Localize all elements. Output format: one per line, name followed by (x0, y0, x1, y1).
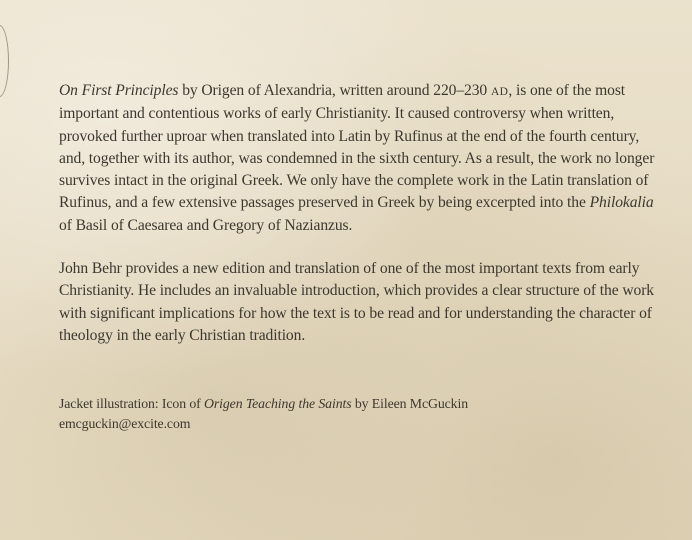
credit-prefix: Jacket illustration: Icon of (59, 396, 204, 412)
credit-email: emcguckin@excite.com (59, 416, 191, 432)
credit-artist: by Eileen McGuckin (351, 396, 469, 412)
description-paragraph-1 (59, 80, 659, 237)
era-abbreviation: AD (490, 86, 509, 98)
paragraph-1-text-c: of Basil of Caesarea and Gregory of Nazianzus. (59, 216, 353, 234)
back-cover-text (59, 80, 659, 434)
artwork-title: Origen Teaching the Saints (204, 396, 352, 412)
paragraph-1-text-a: by Origen of Alexandria, written around 220–230 (178, 82, 491, 99)
jacket-credit (59, 394, 659, 434)
description-paragraph-2: John Behr provides a new edition and translation of one of the most important texts from early Christianity. He includes an invaluable introduction, which provides a clear structure of the work with significant implications for how the text is to be read and for understanding the character of theology in the early Christian tradition. (59, 260, 655, 344)
paragraph-1-text-b: , is one of the most important and contentious works of early Christianity. It caused controversy when written, provoked further uproar when translated into Latin by Rufinus at the end of the fourth century, and, together with its author, was condemned in the sixth century. As a result, the work no longer survives intact in the original Greek. We only have the complete work in the Latin translation of Rufinus, and a few extensive passages preserved in Greek by being excerpted into the (59, 82, 655, 212)
page-edge-crease (0, 25, 9, 97)
philokalia-title: Philokalia (589, 194, 654, 212)
book-title: On First Principles (59, 82, 179, 99)
